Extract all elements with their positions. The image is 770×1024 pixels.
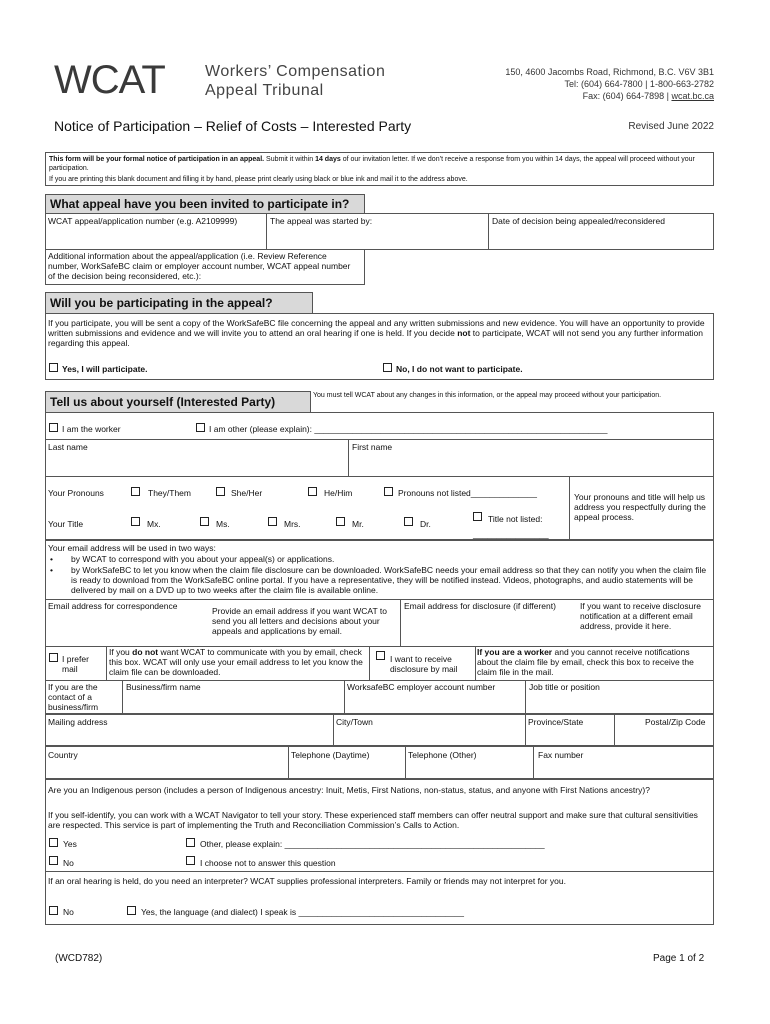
section-appeal-heading: What appeal have you been invited to participate in? [45,194,365,214]
disclosure-mail-checkbox[interactable] [376,651,385,660]
participate-yes-checkbox[interactable] [49,363,58,372]
section-about-heading: Tell us about yourself (Interested Party) [45,391,311,413]
worker-checkbox[interactable] [49,423,58,432]
mr-checkbox[interactable] [336,517,345,526]
title-not-listed-field[interactable]: ________________ [473,529,549,539]
they-them-checkbox[interactable] [131,487,140,496]
intro-print-note: If you are printing this blank document and filling it by hand, please print clearly using black or blue ink and mail it to the address above. [49,176,468,183]
telephone-daytime-field[interactable]: Telephone (Daytime) [291,750,370,760]
intro-text: This form will be your formal notice of participation in an appeal. Submit it within 14 days of our invitation letter. If we don’t receive a response from you within 14 days, the appeal will proceed without your participation. [49,156,695,172]
pronouns-not-listed-checkbox[interactable] [384,487,393,496]
indigenous-decline-checkbox[interactable] [186,856,195,865]
disclosure-mail-label: I want to receive disclosure by mail [390,654,458,674]
indigenous-yes-label: Yes [63,839,77,849]
email-correspondence-note: Provide an email address if you want WCAT to send you all letters and decisions about your appeals and applications by email. [212,606,387,636]
interpreter-no-checkbox[interactable] [49,906,58,915]
email-use-1: by WCAT to correspond with you about your appeal(s) or applications. [71,554,335,564]
participate-no-checkbox[interactable] [383,363,392,372]
participation-text: If you participate, you will be sent a copy of the WorkSafeBC file concerning the appeal and any written submissions and new evidence. You will have an opportunity to provide written submissions and evidence and we will invite you to attend an oral hearing if one is held. If you decide not to participate, WCAT will not send you any further information regarding this appeal. [48,318,705,348]
mrs-label: Mrs. [284,519,301,529]
indigenous-question: Are you an Indigenous person (includes a person of Indigenous ancestry: Inuit, Metis, First Nations, non-status, status, and anyone with First Nations ancestry)? [48,785,650,795]
wcat-logo: WCAT [54,58,165,102]
title-not-listed-checkbox[interactable] [473,512,482,521]
interpreter-no-label: No [63,907,74,917]
pronouns-label: Your Pronouns [48,488,104,498]
prefer-mail-note: If you do not want WCAT to communicate with you by email, check this box. WCAT will only use your email address to let you know the claim file can be downloaded. [109,647,363,677]
he-him-checkbox[interactable] [308,487,317,496]
revised-date: Revised June 2022 [628,121,714,132]
country-field[interactable]: Country [48,750,78,760]
section-participation-heading: Will you be participating in the appeal? [45,292,313,314]
other-checkbox[interactable] [196,423,205,432]
interpreter-language-field[interactable]: Yes, the language (and dialect) I speak is ___________________________________ [141,907,464,917]
address-line2: Tel: (604) 664-7800 | 1-800-663-2782 [564,79,714,89]
they-them-label: They/Them [148,488,191,498]
business-name-field[interactable]: Business/firm name [126,682,201,692]
title-label: Your Title [48,519,84,529]
province-field[interactable]: Province/State [528,717,584,727]
website-link[interactable]: wcat.bc.ca [671,91,714,101]
he-him-label: He/Him [324,488,353,498]
pronouns-not-listed-field[interactable]: Pronouns not listed______________ [398,488,537,498]
email-use-2: by WorkSafeBC to let you know when the claim file disclosure can be downloaded. WorkSafeBC needs your email address so that they can notify you when the claim file is ready to download from the WorkSafeBC online portal. If you have a representative, they will be notified instead. Videos, photographs, and audio statements will be delivered by mail on a DVD up to two weeks after the claim file is available online. [71,565,707,595]
indigenous-no-checkbox[interactable] [49,856,58,865]
city-field[interactable]: City/Town [336,717,373,727]
business-contact-note: If you are the contact of a business/firm [48,682,99,712]
email-disclosure-field[interactable]: Email address for disclosure (if different) [404,601,556,611]
pronoun-note: Your pronouns and title will help us address you respectfully during the appeal process. [574,492,706,522]
dr-checkbox[interactable] [404,517,413,526]
participate-no-label: No, I do not want to participate. [396,364,523,374]
indigenous-yes-checkbox[interactable] [49,838,58,847]
indigenous-other-field[interactable]: Other, please explain: _______________________________________________________ [200,839,545,849]
ms-label: Ms. [216,519,230,529]
email-disclosure-note: If you want to receive disclosure notification at a different email address, provide it here. [580,601,701,631]
indigenous-decline-label: I choose not to answer this question [200,858,336,868]
telephone-other-field[interactable]: Telephone (Other) [408,750,477,760]
participate-yes-label: Yes, I will participate. [62,364,148,374]
indigenous-navigator-text: If you self-identify, you can work with a WCAT Navigator to tell your story. These experienced staff members can offer neutral support and make sure that cultural sensitivities are respected. This service is part of implementing the Truth and Reconciliation Commission’s Calls to Action. [48,810,698,830]
org-name-line1: Workers’ Compensation [205,63,386,80]
postal-code-field[interactable]: Postal/Zip Code [645,717,706,727]
address-line1: 150, 4600 Jacombs Road, Richmond, B.C. V6V 3B1 [505,67,714,77]
title-not-listed-label: Title not listed: [488,514,543,524]
other-explain-field[interactable]: I am other (please explain): ______________________________________________________________ [209,424,608,434]
additional-info-field[interactable]: Additional information about the appeal/application (i.e. Review Reference number, WorkSafeBC claim or employer account number, WCAT appeal number of the decision being reconsidered, etc.): [48,251,351,281]
email-intro: Your email address will be used in two ways: [48,543,216,553]
appeal-started-by-field[interactable]: The appeal was started by: [270,216,373,226]
mrs-checkbox[interactable] [268,517,277,526]
indigenous-other-checkbox[interactable] [186,838,195,847]
org-name-line2: Appeal Tribunal [205,82,324,99]
page-number: Page 1 of 2 [653,953,705,964]
mailing-address-field[interactable]: Mailing address [48,717,108,727]
fax-field[interactable]: Fax number [538,750,584,760]
email-correspondence-field[interactable]: Email address for correspondence [48,601,178,611]
prefer-mail-label: I prefer mail [62,654,89,674]
she-her-checkbox[interactable] [216,487,225,496]
job-title-field[interactable]: Job title or position [529,682,600,692]
disclosure-mail-note: If you are a worker and you cannot receive notifications about the claim file by email, check this box to receive the claim file in the mail. [477,647,694,677]
worker-label: I am the worker [62,424,121,434]
page-title: Notice of Participation – Relief of Costs – Interested Party [54,118,412,134]
prefer-mail-checkbox[interactable] [49,653,58,662]
dr-label: Dr. [420,519,431,529]
address-line3: Fax: (604) 664-7898 | wcat.bc.ca [582,91,714,101]
ms-checkbox[interactable] [200,517,209,526]
decision-date-field[interactable]: Date of decision being appealed/reconsidered [492,216,665,226]
mx-label: Mx. [147,519,161,529]
mr-label: Mr. [352,519,364,529]
changes-note: You must tell WCAT about any changes in this information, or the appeal may proceed without your participation. [313,392,662,399]
last-name-field[interactable]: Last name [48,442,88,452]
she-her-label: She/Her [231,488,263,498]
employer-account-field[interactable]: WorksafeBC employer account number [347,682,496,692]
mx-checkbox[interactable] [131,517,140,526]
appeal-number-field[interactable]: WCAT appeal/application number (e.g. A2109999) [48,216,238,226]
interpreter-yes-checkbox[interactable] [127,906,136,915]
form-code: (WCD782) [55,953,103,964]
indigenous-no-label: No [63,858,74,868]
first-name-field[interactable]: First name [352,442,393,452]
interpreter-question: If an oral hearing is held, do you need an interpreter? WCAT supplies professional interpreters. Family or friends may not interpret for you. [48,876,566,886]
